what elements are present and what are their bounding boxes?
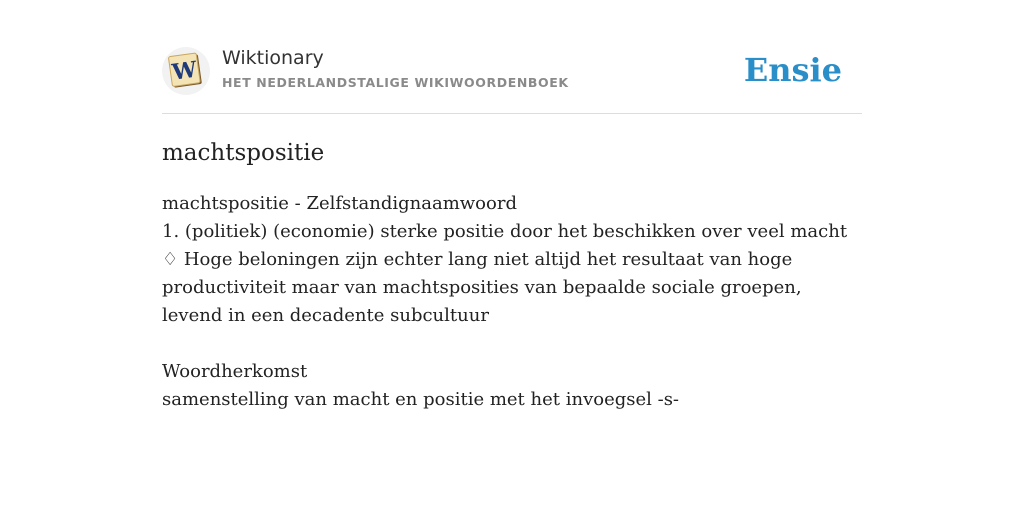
site-subtitle: HET NEDERLANDSTALIGE WIKIWOORDENBOEK [222,75,569,90]
wiktionary-logo-icon[interactable] [162,47,210,95]
definition-item: 1. (politiek) (economie) sterke positie door het beschikken over veel macht [162,221,848,242]
definition-heading: machtspositie - Zelfstandignaamwoord [162,193,517,214]
example-sentence: ♢ Hoge beloningen zijn echter lang niet altijd het resultaat van hoge productiviteit maar van machtsposities van bepaalde sociale groepen, levend in een decadente subcultuur [162,249,802,326]
spacer [162,330,862,358]
etymology-text: samenstelling van macht en positie met het invoegsel -s- [162,389,680,410]
entry-title: machtspositie [162,140,325,166]
ensie-logo[interactable]: Ensie [743,51,842,89]
site-title[interactable]: Wiktionary [222,47,324,69]
site-header [162,46,862,96]
etymology-heading: Woordherkomst [162,361,308,382]
logo-letter: W [170,56,199,86]
entry-content [162,190,862,414]
header-divider [162,113,862,114]
